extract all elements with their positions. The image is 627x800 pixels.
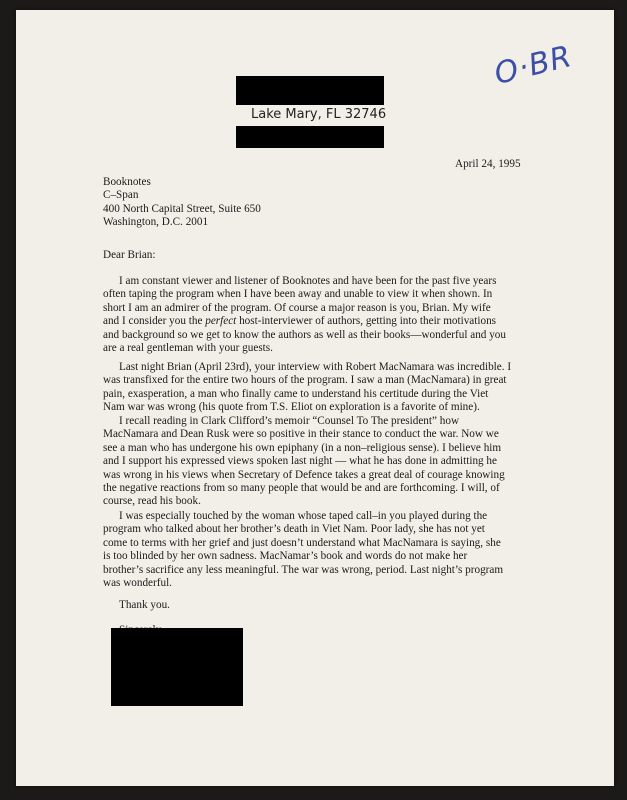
letter-page (16, 10, 614, 786)
paragraph-line: MacNamara and Dean Rusk were so positive in their stance to conduct the war. Now we (103, 428, 499, 441)
recipient-address (103, 176, 261, 230)
paragraph-line: come to terms with her grief and just doesn’t understand what MacNamara is saying, she (103, 536, 501, 549)
paragraph-line: see a man who has undergone his own epiphany (in a non–religious sense). I believe him (103, 441, 502, 454)
letter-date: April 24, 1995 (455, 158, 521, 170)
address-line: Booknotes (103, 176, 151, 188)
paragraph-line: pain, exasperation, a man who finally came to understand his certitude during the Viet (103, 387, 489, 400)
text-run: host-interviewer of authors, getting into their motivations (236, 315, 497, 328)
paragraph-line: program who talked about her brother’s death in Viet Nam. Poor lady, she has not yet (103, 523, 485, 536)
handwritten-note: O·BR (490, 39, 576, 92)
salutation: Dear Brian: (103, 249, 156, 261)
paragraph-line: Nam war was wrong (his quote from T.S. Eliot on exploration is a favorite of mine). (103, 401, 480, 414)
paragraph-2 (103, 361, 543, 415)
paragraph-line: and I support his expressed views spoken last night — what he has done in admitting he (103, 455, 497, 468)
emphasized-word: perfect (205, 315, 237, 328)
paragraph-3 (103, 415, 543, 509)
paragraph-line: I am constant viewer and listener of Booknotes and have been for the past five years (119, 275, 497, 287)
paragraph-line: Last night Brian (April 23rd), your interview with Robert MacNamara was incredible. I (119, 361, 512, 373)
redacted-name-block (236, 76, 384, 105)
address-line: C–Span (103, 189, 139, 202)
paragraph-line: brother’s sacrifice any less meaningful. The war was wrong, period. Last night’s program (103, 563, 504, 576)
paragraph-line: is too blinded by her own sadness. MacNamar’s book and words do not make her (103, 550, 468, 563)
paragraph-line: I recall reading in Clark Clifford’s memoir “Counsel To The president” how (119, 415, 460, 427)
letterhead-city: Lake Mary, FL 32746 (251, 107, 387, 122)
paragraph-line: and background so we get to know the authors as well as their books—wonderful and you (103, 328, 506, 341)
address-line: Washington, D.C. 2001 (103, 216, 209, 229)
paragraph-1 (103, 275, 543, 355)
paragraph-line: are a real gentleman with your guests. (103, 342, 273, 355)
paragraph-line: was wrong in his views when Secretary of Defence takes a great deal of courage knowing (103, 468, 505, 481)
redacted-signature-block (111, 628, 243, 706)
redacted-phone-block (236, 126, 384, 148)
paragraph-line (103, 315, 543, 328)
closing: Thank you. (119, 599, 170, 611)
paragraph-line: was wonderful. (103, 577, 172, 590)
text-run: and I consider you the (103, 315, 206, 328)
paragraph-line: short I am an admirer of the program. Of course a major reason is you, Brian. My wife (103, 301, 491, 314)
paragraph-line: I was especially touched by the woman whose taped call–in you played during the (119, 510, 488, 522)
address-line: 400 North Capital Street, Suite 650 (103, 202, 261, 215)
paragraph-line: course, read his book. (103, 495, 201, 508)
paragraph-line: was transfixed for the entire two hours of the program. I saw a man (MacNamara) in great (103, 374, 507, 387)
paragraph-4 (103, 510, 543, 590)
paragraph-line: the negative reactions from so many people that would be and are forthcoming. I will, of (103, 482, 500, 495)
paragraph-line: often taping the program when I have been away and unable to view it when shown. In (103, 288, 493, 301)
